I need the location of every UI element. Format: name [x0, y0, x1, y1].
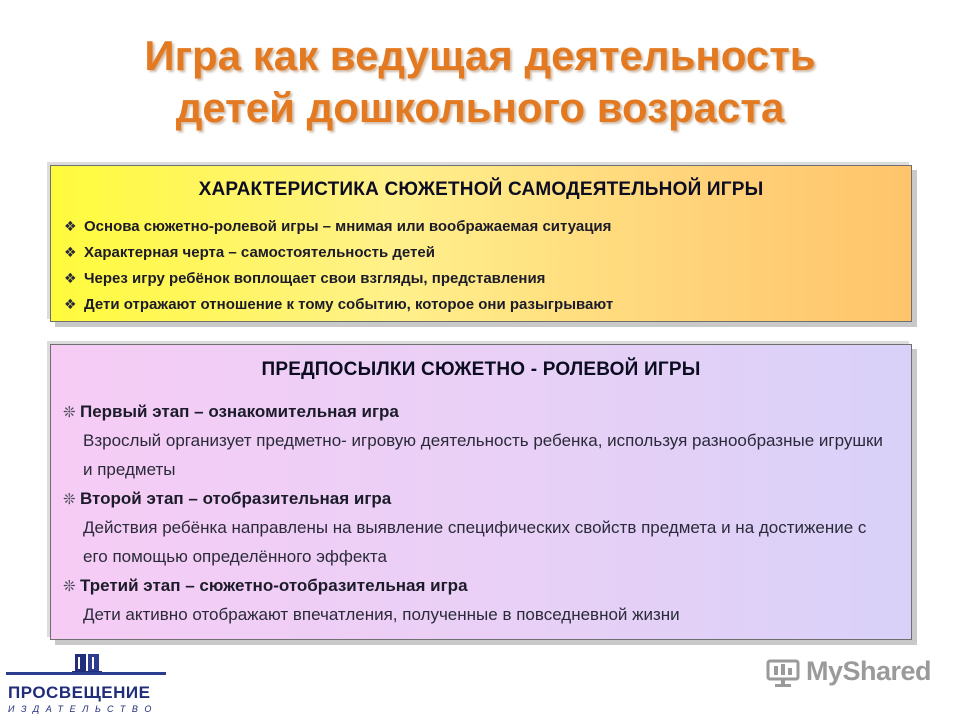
characteristics-heading: ХАРАКТЕРИСТИКА СЮЖЕТНОЙ САМОДЕЯТЕЛЬНОЙ ИГРЫ [198, 179, 764, 200]
watermark-text: MyShared [806, 656, 932, 686]
stage-title-text: Третий этап – сюжетно-отобразительная игра [80, 575, 468, 595]
characteristics-list [51, 213, 911, 317]
snowflake-bullet-icon: ❊ [63, 490, 76, 508]
list-item-text: Через игру ребёнок воплощает свои взгляды, представления [84, 269, 546, 287]
stage-title-text: Первый этап – ознакомительная игра [80, 401, 399, 421]
list-item-text: Характерная черта – самостоятельность детей [84, 243, 435, 261]
stage-description: Дети активно отображают впечатления, полученные в повседневной жизни [83, 605, 680, 624]
stage-title [63, 571, 911, 600]
diamond-bullet-icon: ❖ [64, 243, 77, 260]
publisher-logo [6, 650, 166, 716]
publisher-name: ПРОСВЕЩЕНИЕ [8, 683, 151, 702]
slide-title-line-1: Игра как ведущая деятельность [144, 32, 816, 79]
list-item [64, 213, 911, 239]
slide-title-line-2: детей дошкольного возраста [175, 84, 785, 131]
presentation-board-icon [766, 658, 800, 688]
characteristics-panel [50, 165, 912, 322]
list-item [64, 265, 911, 291]
snowflake-bullet-icon: ❊ [63, 403, 76, 421]
diamond-bullet-icon: ❖ [64, 217, 77, 234]
publisher-subtitle: ИЗДАТЕЛЬСТВО [8, 704, 158, 714]
logo-rule [6, 672, 166, 675]
diamond-bullet-icon: ❖ [64, 269, 77, 286]
list-item-text: Дети отражают отношение к тому событию, которое они разыгрывают [84, 295, 614, 313]
stages-list [51, 397, 911, 629]
stage-description: Действия ребёнка направлены на выявление специфических свойств предмета и на достижение с его помощью определённого эффекта [83, 518, 867, 566]
list-item [64, 239, 911, 265]
snowflake-bullet-icon: ❊ [63, 577, 76, 595]
stage-description: Взрослый организует предметно- игровую деятельность ребенка, используя разнообразные игрушки и предметы [83, 431, 883, 479]
stage-title [63, 484, 911, 513]
book-emblem-icon [72, 650, 102, 680]
diamond-bullet-icon: ❖ [64, 295, 77, 312]
prerequisites-heading: ПРЕДПОСЫЛКИ СЮЖЕТНО - РОЛЕВОЙ ИГРЫ [261, 359, 701, 380]
list-item-text: Основа сюжетно-ролевой игры – мнимая или воображаемая ситуация [84, 217, 612, 235]
slide-title [0, 30, 960, 134]
stage-title-text: Второй этап – отобразительная игра [80, 488, 392, 508]
stage-title [63, 397, 911, 426]
prerequisites-panel [50, 344, 912, 640]
list-item [64, 291, 911, 317]
myshared-watermark [766, 654, 936, 694]
